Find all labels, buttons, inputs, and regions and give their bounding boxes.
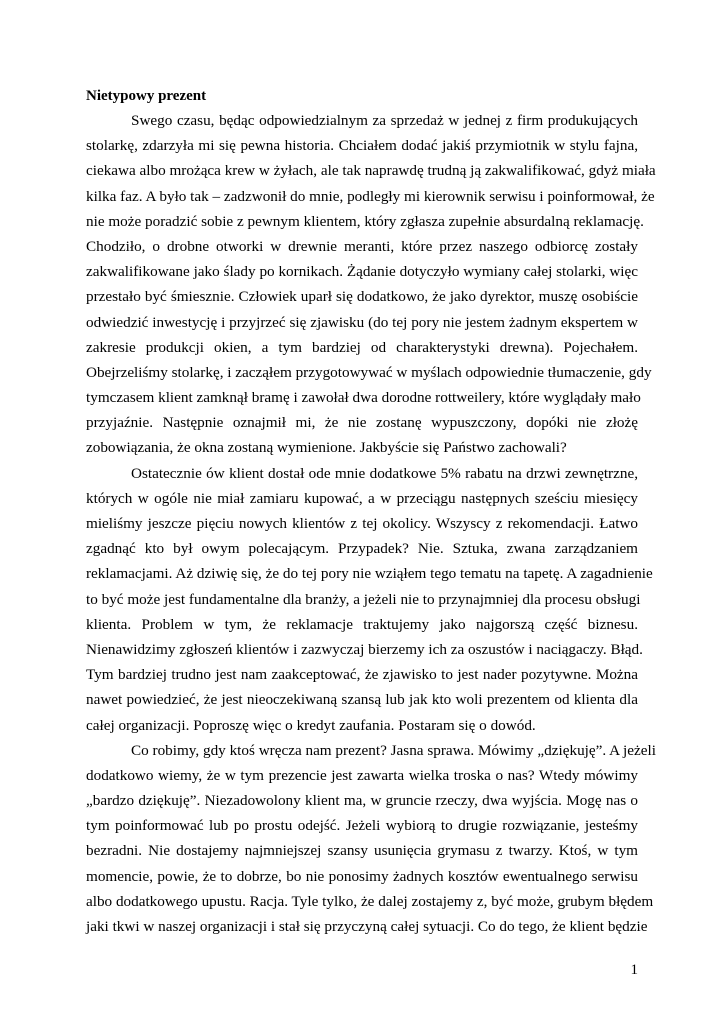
text-line: przyjaźnie. Następnie oznajmił mi, że nie zostanę wypuszczony, dopóki nie złożę [86, 414, 638, 432]
text-line: których w ogóle nie miał zamiaru kupować, a w przeciągu następnych sześciu miesięcy [86, 489, 638, 507]
paragraph-3 [86, 738, 656, 940]
paragraph-1 [86, 108, 656, 461]
text-line: kilka faz. A było tak – zadzwonił do mnie, podległy mi kierownik serwisu i poinformował, że [86, 187, 655, 205]
text-line: jaki tkwi w naszej organizacji i stał się przyczyną całej sytuacji. Co do tego, że klient będzie [86, 918, 648, 935]
document-body [86, 108, 656, 939]
text-line: stolarkę, zdarzyła mi się pewna historia. Chciałem dodać jakiś przymiotnik w stylu fajna, [86, 137, 638, 155]
text-line: Chodziło, o drobne otworki w drewnie meranti, które przez naszego odbiorcę zostały [86, 237, 638, 255]
text-line: Tym bardziej trudno jest nam zaakceptować, że zjawisko to jest nader pozytywne. Można [86, 666, 638, 684]
text-line: tym poinformować lub po prostu odejść. Jeżeli wybiorą to drugie rozwiązanie, jesteśmy [86, 817, 638, 835]
text-line: mieliśmy jeszcze pięciu nowych klientów z tej okolicy. Wszyscy z rekomendacji. Łatwo [86, 515, 638, 532]
text-line: zgadnąć kto był owym polecającym. Przypadek? Nie. Sztuka, zwana zarządzaniem [86, 540, 638, 558]
text-line: Ostatecznie ów klient dostał ode mnie dodatkowe 5% rabatu na drzwi zewnętrzne, [131, 464, 638, 482]
text-line: zakwalifikowane jako ślady po kornikach. Żądanie dotyczyło wymiany całej stolarki, więc [86, 263, 638, 281]
paragraph-2 [86, 461, 653, 738]
text-line: albo dodatkowego upustu. Racja. Tyle tylko, że dalej zostajemy z, być może, grubym błędem [86, 892, 654, 910]
text-line: Nienawidzimy zgłoszeń klientów i zazwyczaj bierzemy ich za oszustów i naciągaczy. Błąd. [86, 640, 643, 658]
page-number: 1 [630, 962, 638, 978]
text-line: Obejrzeliśmy stolarkę, i zacząłem przygotowywać w myślach odpowiednie tłumaczenie, gdy [86, 363, 652, 381]
text-line: zobowiązania, że okna zostaną wymienione. Jakbyście się Państwo zachowali? [86, 439, 567, 457]
text-line: tymczasem klient zamknął bramę i zawołał dwa dorodne rottweilery, które wyglądały mało [86, 389, 641, 407]
text-line: Swego czasu, będąc odpowiedzialnym za sprzedaż w jednej z firm produkujących [131, 112, 638, 129]
text-line: Co robimy, gdy ktoś wręcza nam prezent? Jasna sprawa. Mówimy „dziękuję”. A jeżeli [131, 741, 656, 759]
text-line: zakresie produkcji okien, a tym bardziej od charakterystyki drewna). Pojechałem. [86, 338, 638, 356]
text-line: całej organizacji. Poproszę więc o kredyt zaufania. Postaram się o dowód. [86, 716, 536, 734]
text-line: „bardzo dziękuję”. Niezadowolony klient ma, w gruncie rzeczy, dwa wyjścia. Mogę nas o [86, 792, 638, 810]
text-line: reklamacjami. Aż dziwię się, że do tej pory nie wziąłem tego tematu na tapetę. A zagadnienie [86, 565, 653, 583]
text-line: to być może jest fundamentalne dla branży, a jeżeli nie to przynajmniej dla procesu obsługi [86, 590, 641, 608]
text-line: dodatkowo wiemy, że w tym prezencie jest zawarta wielka troska o nas? Wtedy mówimy [86, 766, 638, 784]
text-line: odwiedzić inwestycję i przyjrzeć się zjawisku (do tej pory nie jestem żadnym ekspertem w [86, 313, 638, 331]
text-line: ciekawa albo mrożąca krew w żyłach, ale tak naprawdę trudną ją zakwalifikować, gdyż miała [86, 162, 656, 180]
text-line: klienta. Problem w tym, że reklamacje traktujemy jako najgorszą część biznesu. [86, 615, 638, 633]
document-title: Nietypowy prezent [86, 88, 207, 104]
text-line: momencie, powie, że to dobrze, bo nie ponosimy żadnych kosztów ewentualnego serwisu [86, 867, 638, 885]
text-line: przestało być śmiesznie. Człowiek uparł się dodatkowo, że jako dyrektor, muszę osobiście [86, 288, 638, 306]
text-line: nawet powiedzieć, że jest nieoczekiwaną szansą lub jak kto woli prezentem od klienta dla [86, 691, 638, 709]
text-line: bezradni. Nie dostajemy najmniejszej szansy usunięcia grymasu z twarzy. Ktoś, w tym [86, 842, 638, 860]
text-line: nie może poradzić sobie z pewnym klientem, który zgłasza zupełnie absurdalną reklamację. [86, 212, 644, 230]
